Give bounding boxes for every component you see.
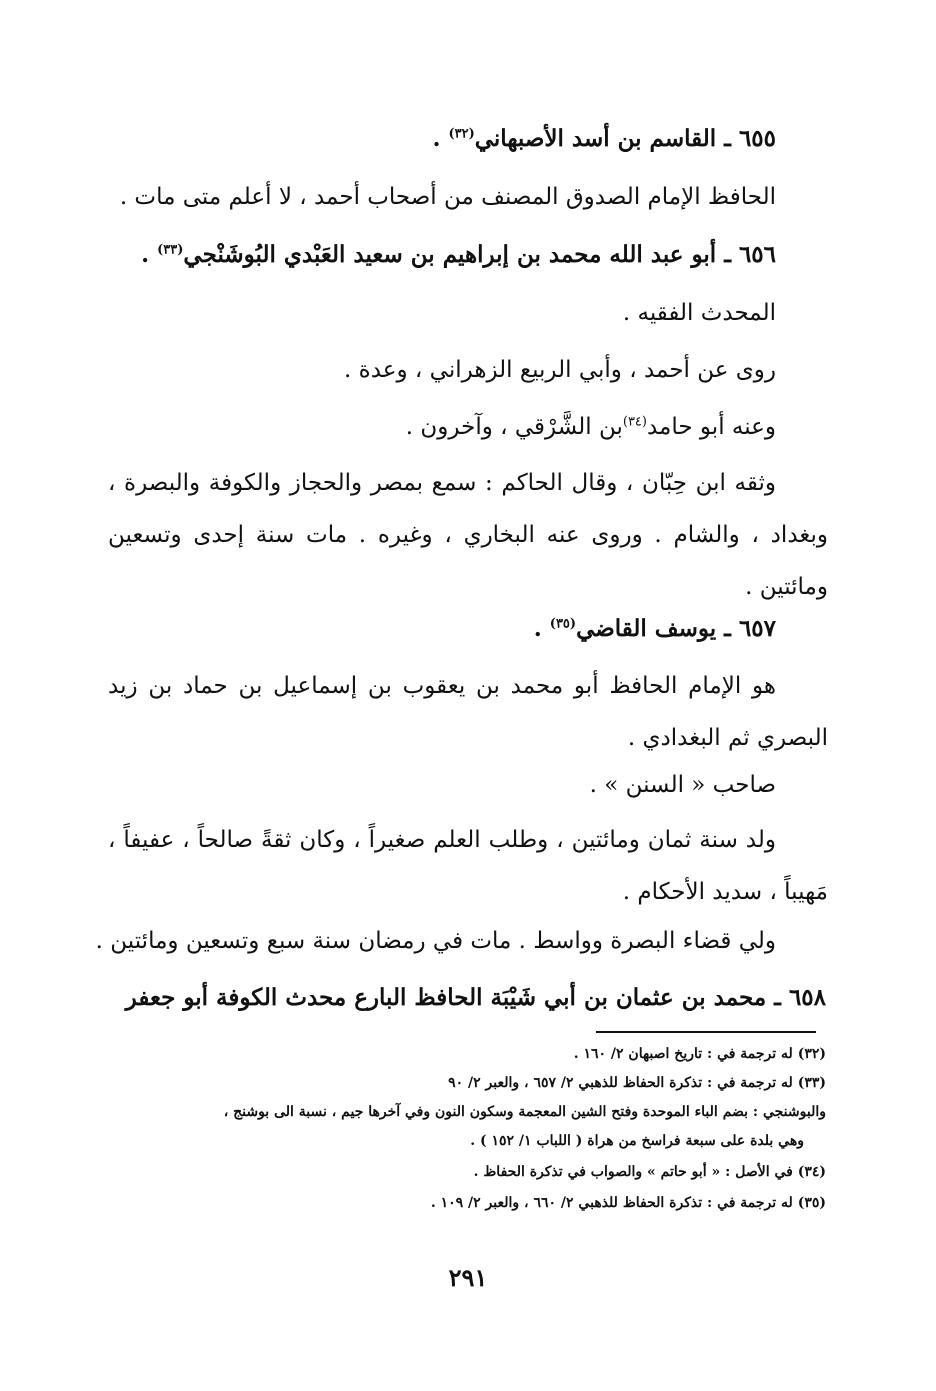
entry-657-title-text: ٦٥٧ ـ يوسف القاضي bbox=[576, 615, 776, 642]
footnote-34: (٣٤) في الأصل : « أبو حاتم » والصواب في تذكرة الحفاظ . bbox=[473, 1164, 826, 1180]
footnote-ref-32[interactable]: (٣٢) bbox=[448, 126, 475, 142]
entry-656-line-3-a: وعنه أبو حامد bbox=[646, 414, 776, 440]
footnote-33-continued-2: وهي بلدة على سبعة فراسخ من هراة ( اللباب ١/ ١٥٢ ) . bbox=[470, 1133, 804, 1149]
entry-656-title bbox=[141, 240, 776, 270]
entry-658-title: ٦٥٨ ـ محمد بن عثمان بن أبي شَيْبَة الحافظ البارع محدث الكوفة أبو جعفر bbox=[125, 984, 826, 1011]
entry-655-text: الحافظ الإمام الصدوق المصنف من أصحاب أحمد ، لا أعلم متى مات . bbox=[119, 184, 776, 210]
footnote-ref-34[interactable]: (٣٤) bbox=[622, 414, 647, 430]
entry-656-line-1: المحدث الفقيه . bbox=[622, 300, 776, 326]
entry-657-title-end: . bbox=[533, 615, 550, 642]
footnote-32: (٣٢) له ترجمة في : تاريخ اصبهان ٢/ ١٦٠ . bbox=[573, 1046, 826, 1062]
entry-655-title-text: ٦٥٥ ـ القاسم بن أسد الأصبهاني bbox=[474, 125, 776, 152]
entry-655-title bbox=[432, 124, 776, 154]
footnote-33-continued-1: والبوشنجي : بضم الباء الموحدة وفتح الشين المعجمة وسكون النون وفي آخرها جيم ، نسبة الى بوشنج ، bbox=[223, 1104, 826, 1120]
entry-657-paragraph-1: هو الإمام الحافظ أبو محمد بن يعقوب بن إسماعيل بن حماد بن زيد البصري ثم البغدادي . bbox=[108, 673, 828, 751]
footnote-ref-35[interactable]: (٣٥) bbox=[549, 616, 577, 632]
entry-657-line-2: صاحب « السنن » . bbox=[589, 772, 776, 798]
footnote-ref-33[interactable]: (٣٣) bbox=[157, 242, 184, 258]
page-number: ٢٩١ bbox=[448, 1263, 488, 1292]
entry-657-line-3: ولي قضاء البصرة وواسط . مات في رمضان سنة سبع وتسعين ومائتين . bbox=[95, 928, 776, 954]
entry-655-title-end: . bbox=[432, 125, 449, 152]
entry-657-paragraph-2: ولد سنة ثمان ومائتين ، وطلب العلم صغيراً ، وكان ثقةً صالحاً ، عفيفاً ، مَهيباً ، سديد الأحكام . bbox=[108, 827, 828, 905]
entry-657-title bbox=[534, 614, 776, 644]
footnote-35: (٣٥) له ترجمة في : تذكرة الحفاظ للذهبي ٢/ ٦٦٠ ، والعبر ٢/ ١٠٩ . bbox=[430, 1195, 826, 1211]
footnote-33: (٣٣) له ترجمة في : تذكرة الحفاظ للذهبي ٢/ ٦٥٧ ، والعبر ٢/ ٩٠ bbox=[448, 1075, 826, 1091]
footnote-divider bbox=[596, 1031, 816, 1033]
entry-656-line-3-b: بن الشَّرْقي ، وآخرون . bbox=[405, 414, 623, 440]
entry-656-title-text: ٦٥٦ ـ أبو عبد الله محمد بن إبراهيم بن سعيد العَبْدي البُوشَنْجي bbox=[183, 241, 776, 268]
entry-656-line-3 bbox=[406, 412, 776, 442]
entry-656-title-end: . bbox=[141, 241, 158, 268]
entry-656-paragraph: وثقه ابن حِبّان ، وقال الحاكم : سمع بمصر والحجاز والكوفة والبصرة ، وبغداد ، والشام . وروى عنه البخاري ، وغيره . مات سنة إحدى وتسعين ومائتين . bbox=[108, 470, 828, 600]
entry-656-line-2: روى عن أحمد ، وأبي الربيع الزهراني ، وعدة . bbox=[344, 357, 776, 383]
